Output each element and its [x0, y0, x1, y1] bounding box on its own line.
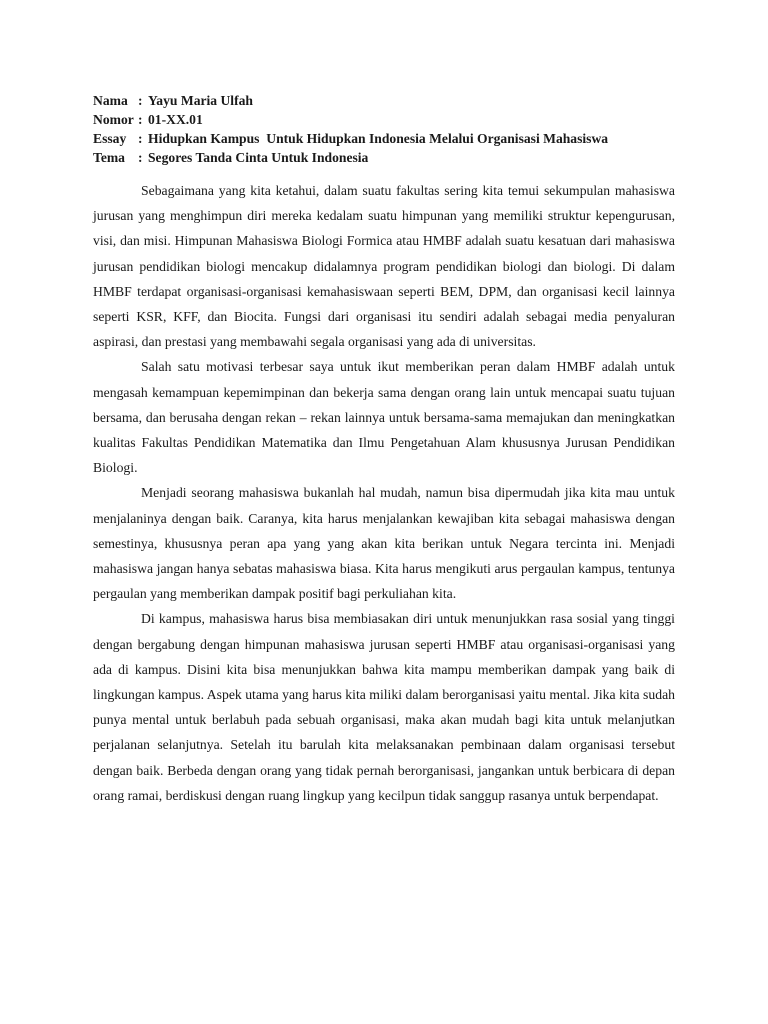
essay-body	[93, 178, 675, 808]
header-key-nomor: Nomor	[93, 112, 134, 127]
header-value-nomor: 01-XX.01	[148, 112, 203, 127]
essay-header	[93, 91, 693, 167]
paragraph-2: Salah satu motivasi terbesar saya untuk ikut memberikan peran dalam HMBF adalah untuk mengasah kemampuan kepemimpinan dan bekerja sama dengan orang lain untuk mencapai suatu tujuan bersama, dan berusaha dengan rekan – rekan lainnya untuk bersama-sama memajukan dan meningkatkan kualitas Fakultas Pendidikan Matematika dan Ilmu Pengetahuan Alam khususnya Jurusan Pendidikan Biologi.	[93, 359, 675, 476]
header-value-tema: Segores Tanda Cinta Untuk Indonesia	[148, 150, 369, 165]
header-key-tema: Tema	[93, 150, 125, 165]
header-separator: :	[138, 131, 143, 146]
header-row-essay	[93, 129, 693, 148]
header-row-nama	[93, 91, 693, 110]
header-value-nama: Yayu Maria Ulfah	[148, 93, 253, 108]
header-value-essay: Hidupkan Kampus Untuk Hidupkan Indonesia Melalui Organisasi Mahasiswa	[148, 131, 609, 146]
header-row-tema	[93, 148, 693, 167]
header-key-nama: Nama	[93, 93, 128, 108]
header-separator: :	[138, 112, 143, 127]
paragraph-1: Sebagaimana yang kita ketahui, dalam suatu fakultas sering kita temui sekumpulan mahasiswa jurusan yang menghimpun diri mereka kedalam suatu himpunan yang memiliki struktur kepengurusan, visi, dan misi. Himpunan Mahasiswa Biologi Formica atau HMBF adalah suatu kesatuan dari mahasiswa jurusan pendidikan biologi mencakup didalamnya program pendidikan biologi dan biologi. Di dalam HMBF terdapat organisasi-organisasi kemahasiswaan seperti BEM, DPM, dan organisasi kecil lainnya seperti KSR, KFF, dan Biocita. Fungsi dari organisasi itu sendiri adalah sebagai media penyaluran aspirasi, dan prestasi yang membawahi segala organisasi yang ada di universitas.	[93, 183, 675, 350]
header-separator: :	[138, 93, 143, 108]
header-separator: :	[138, 150, 143, 165]
header-row-nomor	[93, 110, 693, 129]
paragraph-4: Di kampus, mahasiswa harus bisa membiasakan diri untuk menunjukkan rasa sosial yang tinggi dengan bergabung dengan himpunan mahasiswa jurusan seperti HMBF atau organisasi-organisasi yang ada di kampus. Disini kita bisa menunjukkan bahwa kita mampu memberikan dampak yang baik di lingkungan kampus. Aspek utama yang harus kita miliki dalam berorganisasi yaitu mental. Jika kita sudah punya mental untuk berlabuh pada sebuah organisasi, maka akan mudah bagi kita untuk melanjutkan perjalanan selanjutnya. Setelah itu barulah kita melaksanakan pembinaan dalam organisasi tersebut dengan baik. Berbeda dengan orang yang tidak pernah berorganisasi, jangankan untuk berbicara di depan orang ramai, berdiskusi dengan ruang lingkup yang kecilpun tidak sanggup rasanya untuk berpendapat.	[93, 611, 675, 803]
paragraph-3: Menjadi seorang mahasiswa bukanlah hal mudah, namun bisa dipermudah jika kita mau untuk menjalaninya dengan baik. Caranya, kita harus menjalankan kewajiban kita sebagai mahasiswa dengan semestinya, khususnya peran apa yang yang akan kita berikan untuk Negara tercinta ini. Menjadi mahasiswa jangan hanya sebatas mahasiswa biasa. Kita harus mengikuti arus pergaulan kampus, tentunya pergaulan yang memberikan dampak positif bagi perkuliahan kita.	[93, 485, 675, 602]
header-key-essay: Essay	[93, 131, 127, 146]
